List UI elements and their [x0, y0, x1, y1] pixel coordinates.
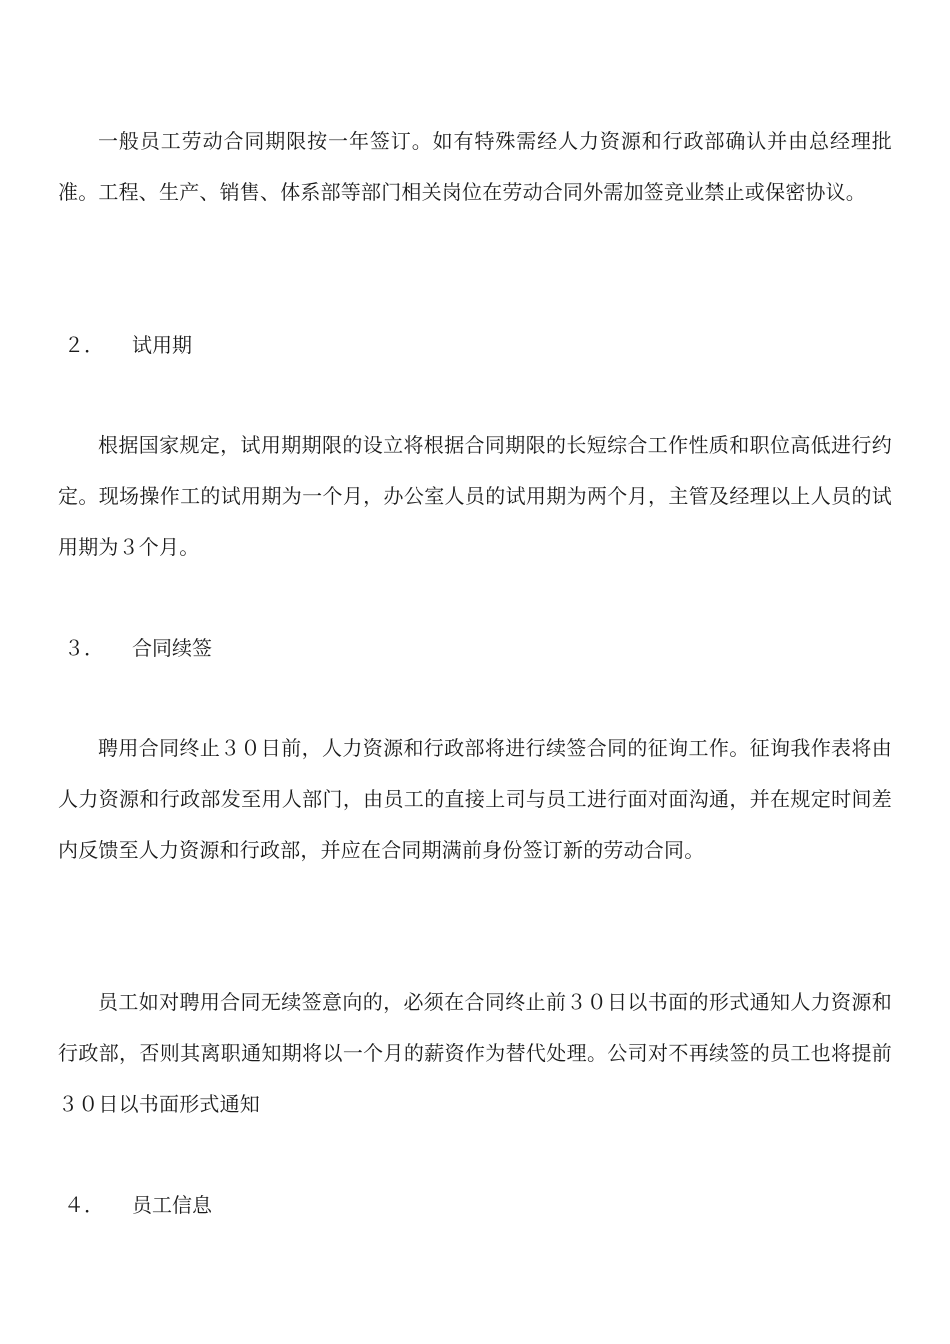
paragraph-contract-term: 一般员工劳动合同期限按一年签订。如有特殊需经人力资源和行政部确认并由总经理批准。工程、生产、销售、体系部等部门相关岗位在劳动合同外需加签竞业禁止或保密协议。 — [58, 129, 892, 204]
paragraph-renewal: 聘用合同终止３０日前，人力资源和行政部将进行续签合同的征询工作。征询我作表将由人力资源和行政部发至用人部门，由员工的直接上司与员工进行面对面沟通，并在规定时间差内反馈至人力资源和行政部，并应在合同期满前身份签订新的劳动合同。 — [58, 736, 892, 862]
section-number: ２． — [64, 333, 104, 357]
section-heading-renewal — [64, 633, 212, 663]
section-number: ４． — [64, 1193, 104, 1217]
section-heading-employee-info — [64, 1190, 212, 1220]
paragraph-probation: 根据国家规定，试用期期限的设立将根据合同期限的长短综合工作性质和职位高低进行约定。现场操作工的试用期为一个月，办公室人员的试用期为两个月，主管及经理以上人员的试用期为３个月。 — [58, 433, 892, 559]
section-title: 合同续签 — [132, 636, 212, 660]
section-title: 试用期 — [132, 333, 192, 357]
section-number: ３． — [64, 636, 104, 660]
section-heading-probation — [64, 330, 192, 360]
section-title: 员工信息 — [132, 1193, 212, 1217]
paragraph-non-renewal: 员工如对聘用合同无续签意向的，必须在合同终止前３０日以书面的形式通知人力资源和行政部，否则其离职通知期将以一个月的薪资作为替代处理。公司对不再续签的员工也将提前３０日以书面形式通知 — [58, 990, 892, 1116]
